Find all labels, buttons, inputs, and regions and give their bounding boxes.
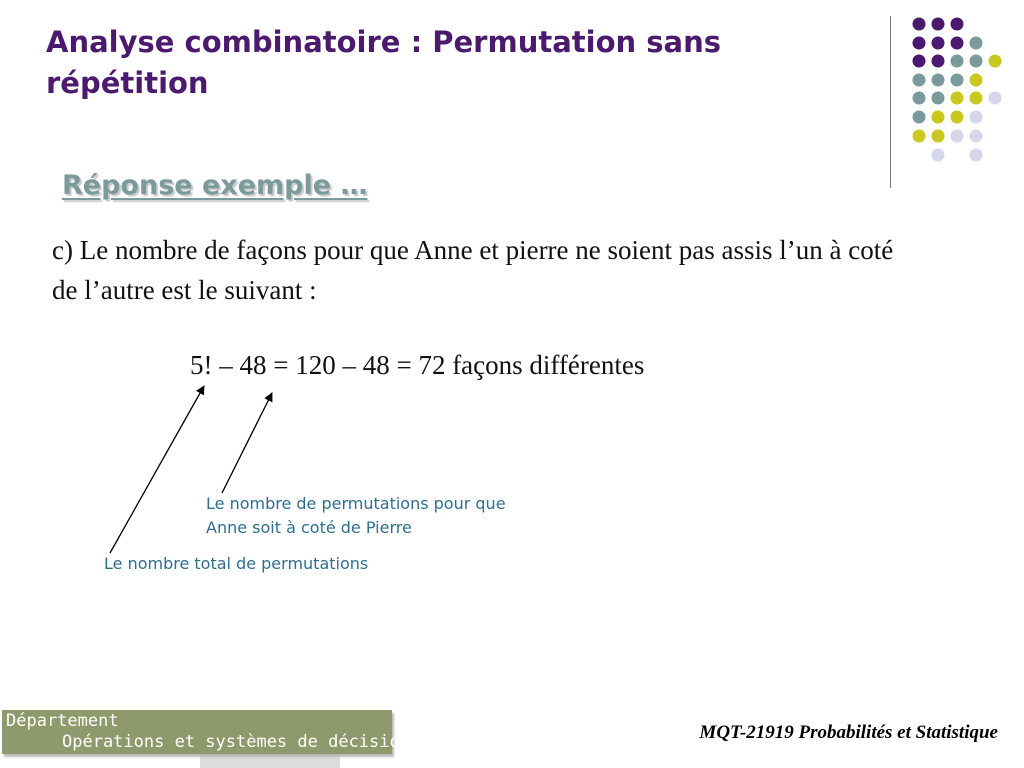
slide-subtitle: Réponse exemple … (62, 170, 368, 201)
question-text: c) Le nombre de façons pour que Anne et pierre ne soient pas assis l’un à coté de l’autre est le suivant : (52, 235, 894, 305)
department-banner (2, 710, 421, 754)
annotation-adjacent-permutations: Le nombre de permutations pour que Anne soit à coté de Pierre (206, 494, 506, 537)
department-line-1: Département (6, 711, 119, 731)
course-footer: MQT-21919 Probabilités et Statistique (699, 722, 998, 743)
slide-title: Analyse combinatoire : Permutation sans répétition (46, 25, 721, 100)
annotation-total-permutations: Le nombre total de permutations (104, 554, 369, 573)
arrow-to-total (110, 386, 204, 553)
formula: 5! – 48 = 120 – 48 = 72 façons différentes (190, 350, 645, 380)
department-logo-shadow (200, 752, 340, 768)
department-line-2: Opérations et systèmes de décisions (62, 732, 421, 752)
arrow-to-adjacent (222, 393, 272, 493)
